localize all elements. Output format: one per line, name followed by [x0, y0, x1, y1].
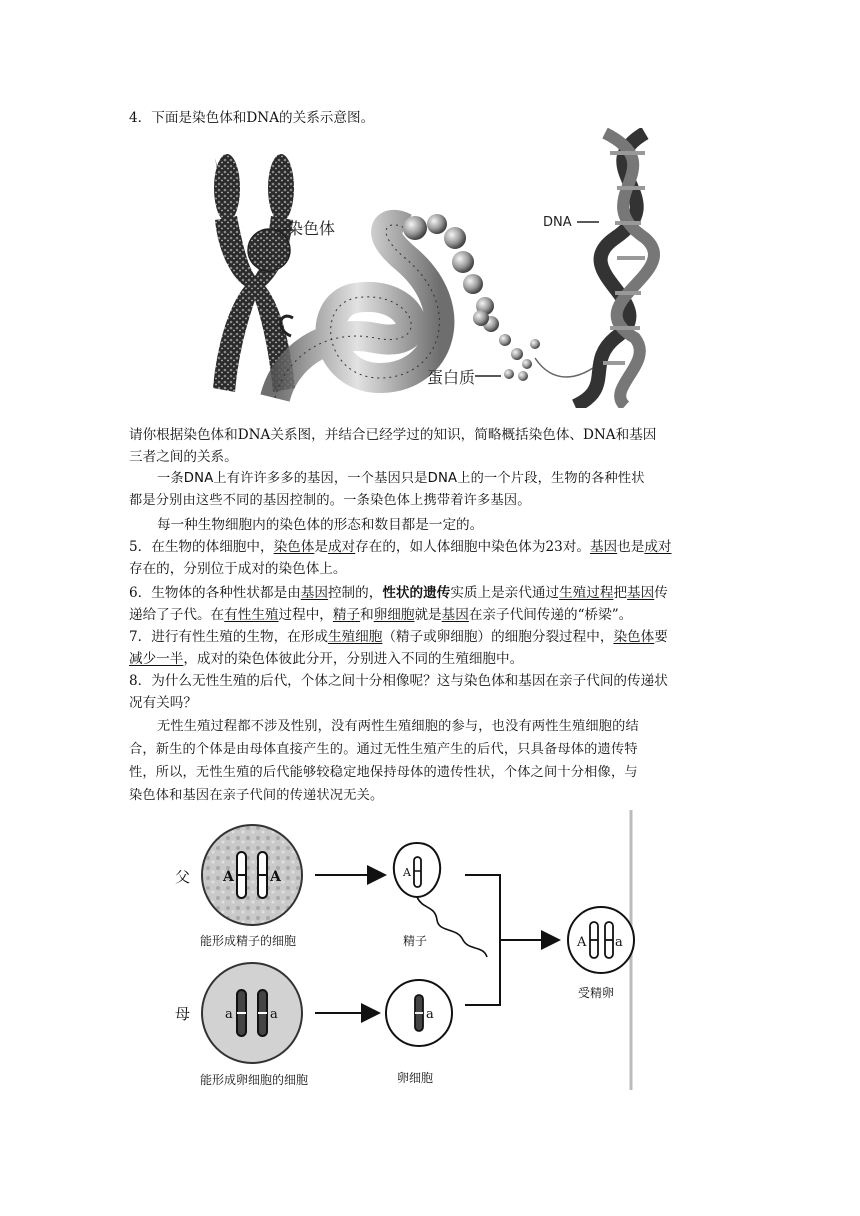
mother-label: 母 — [175, 1005, 191, 1023]
q5-term-paired: 成对 — [644, 539, 672, 555]
q6-term: 基因 — [300, 585, 328, 601]
q6-text: 把 — [613, 585, 628, 601]
chromosome-dna-figure — [205, 128, 675, 408]
zygote-label: 受精卵 — [578, 986, 615, 1000]
mother-gene-left: a — [225, 1007, 233, 1022]
q6-bold-term: 性状的遗传 — [382, 585, 451, 601]
mother-cell-label: 能形成卵细胞的细胞 — [200, 1073, 309, 1087]
q6-text: 实质上是亲代通过 — [450, 585, 560, 601]
mother-gene-right: a — [270, 1007, 278, 1022]
q6-text: 在亲子代间传递的“桥梁”。 — [468, 607, 633, 623]
q6-term: 卵细胞 — [373, 607, 415, 623]
q7-line-1 — [129, 626, 731, 648]
q4-question-line-2: 三者之间的关系。 — [129, 449, 238, 465]
q6-text: 就是 — [414, 607, 442, 623]
q7-term: 染色体 — [613, 629, 655, 645]
q7-text: 要 — [654, 629, 668, 645]
q5-term-chromosome: 染色体 — [273, 539, 315, 555]
sperm-label: 精子 — [403, 934, 428, 948]
q4-answer-line-1: 一条DNA上有许许多多的基因，一个基因只是DNA上的一个片段，生物的各种性状 — [157, 471, 645, 486]
q6-line-2 — [129, 604, 731, 626]
q5-text: 是 — [314, 539, 328, 555]
q4-question-line-1: 请你根据染色体和DNA关系图，并结合已经学过的知识，简略概括染色体、DNA和基因 — [129, 427, 657, 443]
q7-text: ，成对的染色体彼此分开，分别进入不同的生殖细胞中。 — [183, 651, 524, 667]
dna-double-helix — [575, 133, 654, 406]
father-cell-label: 能形成精子的细胞 — [200, 934, 297, 948]
q7-term: 减少一半 — [129, 651, 184, 667]
egg-gene: a — [426, 1007, 434, 1022]
q6-text: 递给了子代。在 — [129, 607, 225, 623]
q6-line-1 — [129, 582, 731, 604]
q4-answer-line-2: 都是分别由这些不同的基因控制的。一条染色体上携带着许多基因。 — [129, 493, 531, 508]
q6-term: 基因 — [441, 607, 469, 623]
q6-text: 过程中， — [278, 607, 333, 623]
q5-term-gene: 基因 — [589, 539, 618, 555]
father-cell — [202, 825, 302, 925]
protein-label: 蛋白质 — [427, 368, 476, 387]
zygote-gene-A: A — [577, 935, 587, 950]
magnify-circle — [248, 229, 290, 271]
egg-label: 卵细胞 — [397, 1071, 434, 1085]
q6-term: 有性生殖 — [224, 607, 279, 623]
father-gene-left: A — [223, 869, 234, 885]
q6-text: 6．生物体的各种性状都是由 — [129, 585, 301, 601]
q7-text: （精子或卵细胞）的细胞分裂过程中， — [382, 629, 614, 645]
q6-term: 精子 — [332, 607, 361, 623]
father-label: 父 — [175, 868, 191, 886]
q8-question-line-1: 8．为什么无性生殖的后代，个体之间十分相像呢？这与染色体和基因在亲子代间的传递状 — [129, 673, 668, 689]
q6-text: 和 — [360, 607, 374, 623]
sperm-gene: A — [403, 866, 411, 879]
dna-label: DNA — [543, 215, 572, 230]
q4-title: 4．下面是染色体和DNA的关系示意图。 — [129, 110, 375, 126]
q7-text: 7．进行有性生殖的生物，在形成 — [129, 629, 328, 645]
q7-term: 生殖细胞 — [327, 629, 383, 645]
q6-term: 生殖过程 — [559, 585, 614, 601]
mother-cell — [202, 963, 302, 1063]
zygote-gene-a: a — [615, 935, 623, 950]
q8-answer-line-4: 染色体和基因在亲子代间的传递状况无关。 — [129, 788, 384, 803]
q4-answer-line-3: 每一种生物细胞内的染色体的形态和数目都是一定的。 — [157, 517, 484, 533]
q5-term-paired: 成对 — [327, 539, 356, 555]
q5-text: 5．在生物的体细胞中， — [129, 539, 274, 555]
q5-line-1 — [129, 536, 731, 558]
q8-answer-line-1: 无性生殖过程都不涉及性别，没有两性生殖细胞的参与，也没有两性生殖细胞的结 — [157, 719, 639, 734]
fertilization-diagram — [165, 805, 645, 1095]
q5-line-2: 存在的，分别位于成对的染色体上。 — [129, 561, 347, 577]
q6-term: 基因 — [627, 585, 655, 601]
father-gene-right: A — [270, 869, 281, 885]
q5-text: 也是 — [617, 539, 645, 555]
q6-text: 传 — [654, 585, 668, 601]
q8-question-line-2: 况有关吗？ — [129, 695, 197, 711]
q8-answer-line-3: 性，所以，无性生殖的后代能够较稳定地保持母体的遗传性状，个体之间十分相像，与 — [129, 765, 638, 780]
chromosome-label: 染色体 — [287, 219, 336, 238]
q6-text: 控制的， — [327, 585, 383, 601]
q7-line-2 — [129, 648, 731, 670]
q5-text: 存在的，如人体细胞中染色体为23对。 — [355, 539, 590, 555]
q8-answer-line-2: 合，新生的个体是由母体直接产生的。通过无性生殖产生的后代，只具备母体的遗传特 — [129, 742, 638, 757]
